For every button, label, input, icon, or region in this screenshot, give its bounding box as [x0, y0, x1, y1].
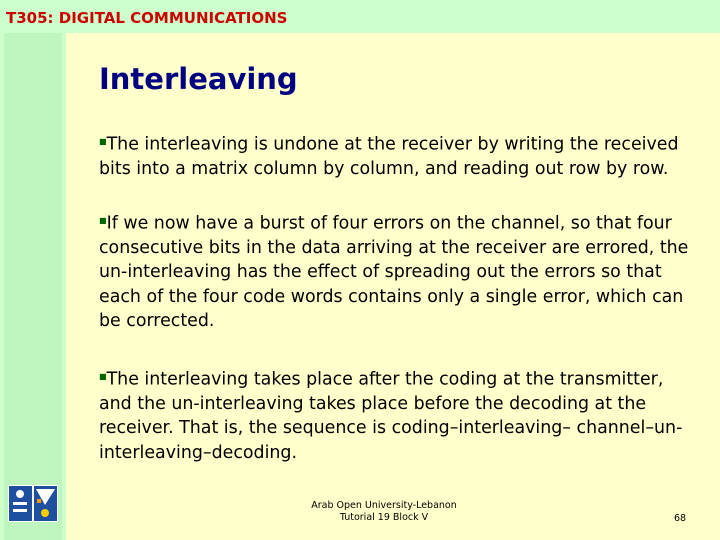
- slide-title: Interleaving: [99, 62, 298, 96]
- bullet-marker: ■: [99, 137, 107, 146]
- bullet-2-text: If we now have a burst of four errors on the channel, so that four consecutive bits in the data arriving at the receiver are errored, the un-interleaving has the effect of spreading out the errors so that each of the four code words contains only a single error, which can be corrected.: [99, 213, 689, 332]
- course-title: T305: DIGITAL COMMUNICATIONS: [6, 9, 288, 27]
- bullet-marker: ■: [99, 216, 107, 225]
- footer: [300, 500, 468, 524]
- bullet-2: [99, 211, 699, 334]
- page-number: 68: [673, 513, 687, 524]
- bullet-1: [99, 132, 699, 181]
- aou-logo-icon: [8, 485, 58, 522]
- left-band-inner: [4, 33, 62, 540]
- bullet-marker: ■: [99, 372, 107, 381]
- bullet-1-text: The interleaving is undone at the receiver by writing the received bits into a matrix column by column, and reading out row by row.: [99, 134, 679, 179]
- bullet-3: [99, 367, 699, 465]
- bullet-3-text: The interleaving takes place after the coding at the transmitter, and the un-interleaving takes place before the decoding at the receiver. That is, the sequence is coding–interleaving– channel–un-interleaving–decoding.: [99, 369, 683, 463]
- footer-tutorial: Tutorial 19 Block V: [339, 512, 429, 523]
- footer-institution: Arab Open University-Lebanon: [311, 500, 457, 511]
